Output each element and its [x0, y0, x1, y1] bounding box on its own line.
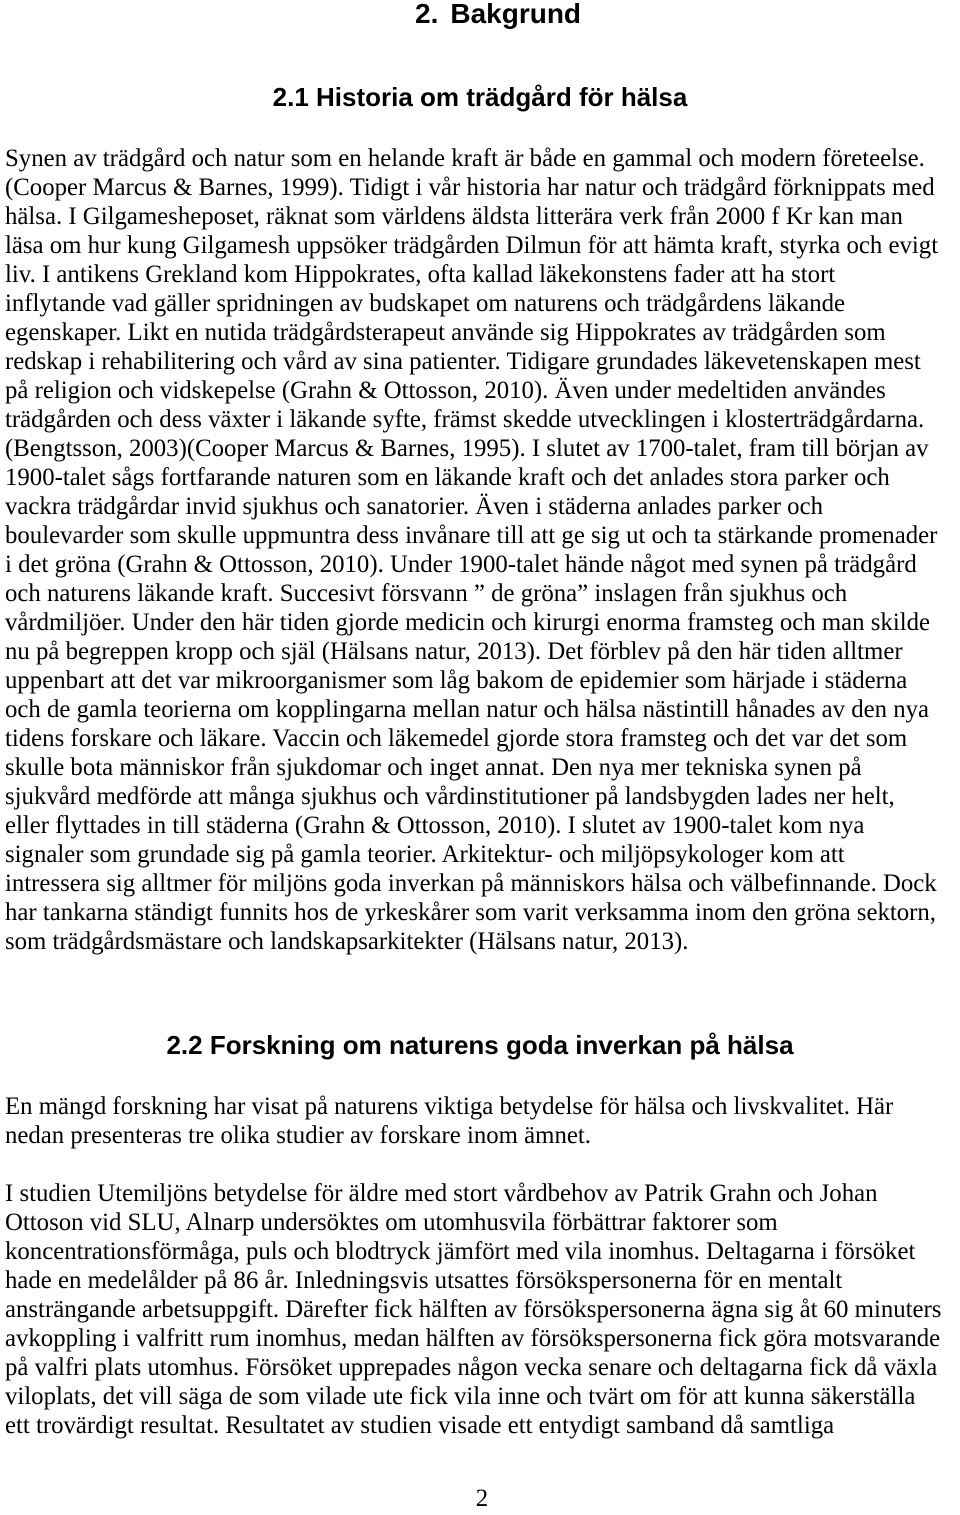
text-line: vackra trädgårdar invid sjukhus och sanatorier. Även i städerna anlades parker och	[5, 493, 823, 520]
text-line: på valfri plats utomhus. Försöket upprepades någon vecka senare och deltagarna fick då växla	[5, 1354, 938, 1381]
text-line: egenskaper. Likt en nutida trädgårdsterapeut använde sig Hippokrates av trädgården som	[5, 319, 886, 346]
text-line: boulevarder som skulle uppmuntra dess invånare till att ge sig ut och ta stärkande promenader	[5, 522, 938, 549]
text-line: ett trovärdigt resultat. Resultatet av studien visade ett entydigt samband då samtliga	[5, 1412, 835, 1439]
text-line: koncentrationsförmåga, puls och blodtryck jämfört med vila inomhus. Deltagarna i försöket	[5, 1238, 916, 1265]
text-line: hälsa. I Gilgamesheposet, räknat som världens äldsta litterära verk från 2000 f Kr kan man	[5, 203, 903, 230]
text-line: och naturens läkande kraft. Succesivt försvann ” de gröna” inslagen från sjukhus och	[5, 580, 848, 607]
page-number: 2	[475, 1485, 489, 1512]
text-line: I studien Utemiljöns betydelse för äldre med stort vårdbehov av Patrik Grahn och Johan	[5, 1180, 878, 1207]
text-line: skulle bota människor från sjukdomar och inget annat. Den nya mer tekniska synen på	[5, 754, 862, 781]
text-line: avkoppling i valfritt rum inomhus, medan hälften av försökspersonerna fick göra motsvarande	[5, 1325, 941, 1352]
body-paragraph	[5, 144, 960, 956]
text-line: och de gamla teorierna om kopplingarna mellan natur och hälsa nästintill hånades av den nya	[5, 696, 930, 723]
text-line: på religion och vidskepelse (Grahn & Ottosson, 2010). Även under medeltiden användes	[5, 377, 886, 404]
section-heading: 2.2 Forskning om naturens goda inverkan på hälsa	[166, 1030, 794, 1060]
text-line: tidens forskare och läkare. Vaccin och läkemedel gjorde stora framsteg och det var det som	[5, 725, 908, 752]
text-line: viloplats, det vill säga de som vilade ute fick vila inne och tvärt om för att kunna säkerställa	[5, 1383, 916, 1410]
text-line: intressera sig alltmer för miljöns goda inverkan på människors hälsa och välbefinnande. Dock	[5, 870, 937, 897]
chapter-heading	[415, 0, 581, 28]
text-line: liv. I antikens Grekland kom Hippokrates, ofta kallad läkekonstens fader att ha stort	[5, 261, 836, 288]
text-line: redskap i rehabilitering och vård av sina patienter. Tidigare grundades läkevetenskapen mest	[5, 348, 921, 375]
text-line: Synen av trädgård och natur som en helande kraft är både en gammal och modern företeelse.	[5, 145, 925, 172]
text-line: nedan presenteras tre olika studier av forskare inom ämnet.	[5, 1122, 591, 1149]
text-line: som trädgårdsmästare och landskapsarkitekter (Hälsans natur, 2013).	[5, 928, 689, 955]
text-line: uppenbart att det var mikroorganismer som låg bakom de epidemier som härjade i städerna	[5, 667, 908, 694]
chapter-number: 2.	[415, 0, 439, 29]
text-line: vårdmiljöer. Under den här tiden gjorde medicin och kirurgi enorma framsteg och man skilde	[5, 609, 931, 636]
section-heading: 2.1 Historia om trädgård för hälsa	[272, 82, 688, 112]
body-paragraph	[5, 1092, 960, 1150]
chapter-title: Bakgrund	[450, 0, 582, 29]
text-line: läsa om hur kung Gilgamesh uppsöker trädgården Dilmun för att hämta kraft, styrka och evigt	[5, 232, 939, 259]
text-line: har tankarna ständigt funnits hos de yrkeskårer som varit verksamma inom den gröna sektorn,	[5, 899, 937, 926]
text-line: (Bengtsson, 2003)(Cooper Marcus & Barnes, 1995). I slutet av 1700-talet, fram till början av	[5, 435, 929, 462]
text-line: (Cooper Marcus & Barnes, 1999). Tidigt i vår historia har natur och trädgård förknippats med	[5, 174, 935, 201]
text-line: signaler som grundade sig på gamla teorier. Arkitektur- och miljöpsykologer kom att	[5, 841, 845, 868]
text-line: nu på begreppen kropp och själ (Hälsans natur, 2013). Det förblev på den här tiden alltmer	[5, 638, 903, 665]
body-paragraph	[5, 1179, 960, 1440]
text-line: 1900-talet sågs fortfarande naturen som en läkande kraft och det anlades stora parker och	[5, 464, 890, 491]
text-line: sjukvård medförde att många sjukhus och vårdinstitutioner på landsbygden lades ner helt,	[5, 783, 895, 810]
text-line: i det gröna (Grahn & Ottosson, 2010). Under 1900-talet hände något med synen på trädgård	[5, 551, 917, 578]
text-line: Ottoson vid SLU, Alnarp undersöktes om utomhusvila förbättrar faktorer som	[5, 1209, 778, 1236]
text-line: trädgården och dess växter i läkande syfte, främst skedde utvecklingen i klosterträdgårdarna.	[5, 406, 925, 433]
text-line: ansträngande arbetsuppgift. Därefter fick hälften av försökspersonerna ägna sig åt 60 minuters	[5, 1296, 942, 1323]
text-line: inflytande vad gäller spridningen av budskapet om naturens och trädgårdens läkande	[5, 290, 846, 317]
text-line: hade en medelålder på 86 år. Inledningsvis utsattes försökspersonerna för en mentalt	[5, 1267, 843, 1294]
text-line: En mängd forskning har visat på naturens viktiga betydelse för hälsa och livskvalitet. Här	[5, 1093, 894, 1120]
text-line: eller flyttades in till städerna (Grahn & Ottosson, 2010). I slutet av 1900-talet kom nya	[5, 812, 865, 839]
